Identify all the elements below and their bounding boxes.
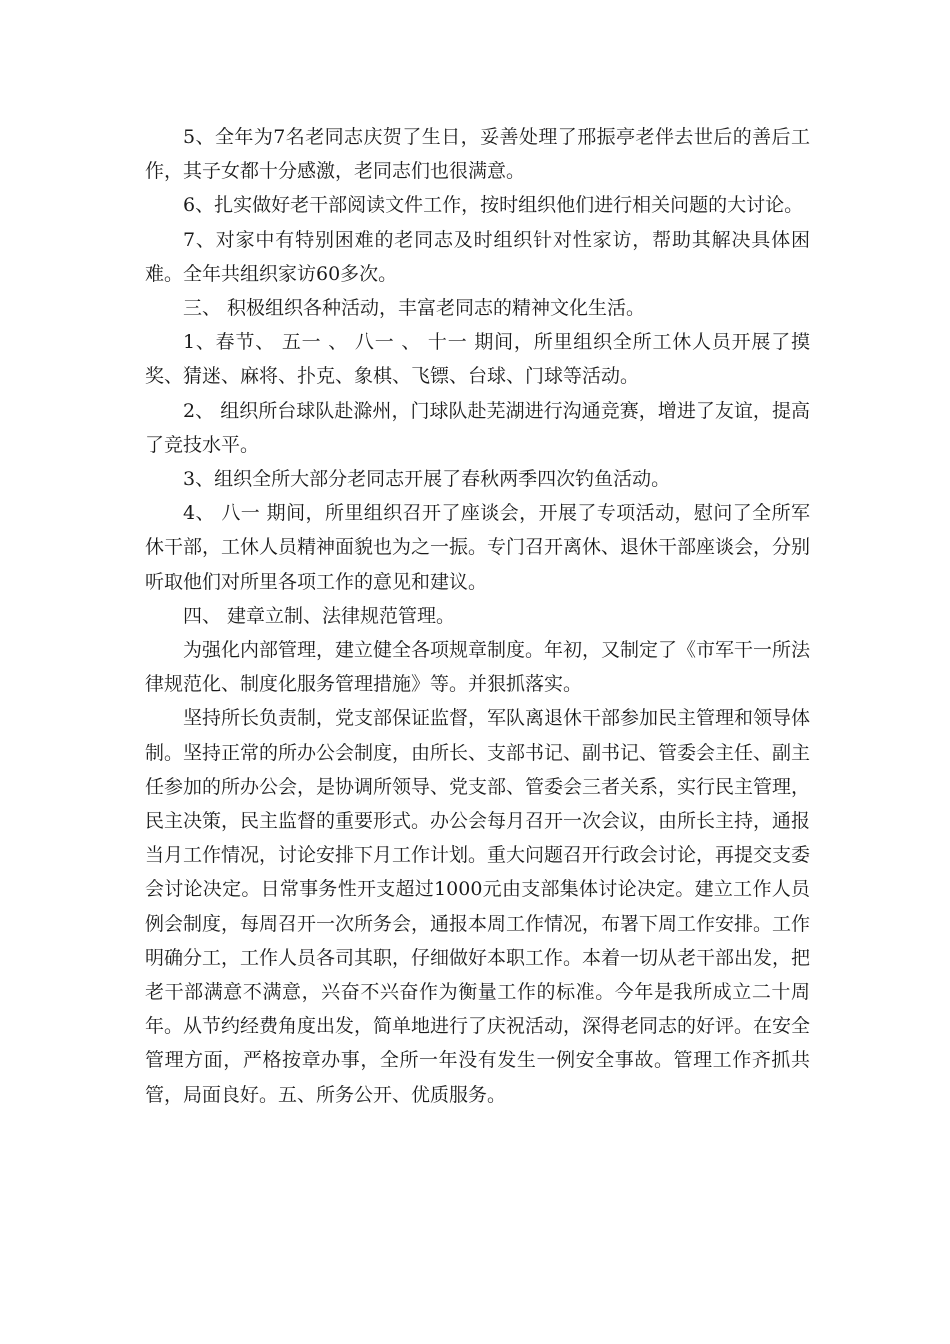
paragraph-home-visits: 7、对家中有特别困难的老同志及时组织针对性家访，帮助其解决具体困难。全年共组织家访60多次。 <box>145 228 810 285</box>
paragraph-august-first: 4、 八一 期间，所里组织召开了座谈会，开展了专项活动，慰问了全所军休干部，工休人员精神面貌也为之一振。专门召开离休、退休干部座谈会，分别听取他们对所里各项工作的意见和建议。 <box>145 502 811 593</box>
paragraph-birthday-care: 5、全年为7名老同志庆贺了生日，妥善处理了邢振亭老伴去世后的善后工作，其子女都十分感激，老同志们也很满意。 <box>145 126 810 183</box>
section-heading-regulations: 四、 建章立制、法律规范管理。 <box>183 604 456 627</box>
paragraph-competitions: 2、 组织所台球队赴滁州，门球队赴芜湖进行沟通竞赛，增进了友谊，提高了竞技水平。 <box>145 399 810 456</box>
paragraph-holiday-activities: 1、春节、 五一 、 八一 、 十一 期间，所里组织全所工休人员开展了摸奖、猜迷、麻将、扑克、象棋、飞镖、台球、门球等活动。 <box>145 331 810 388</box>
paragraph-reading-documents: 6、扎实做好老干部阅读文件工作，按时组织他们进行相关问题的大讨论。 <box>183 194 804 217</box>
document-body <box>145 120 810 1112</box>
paragraph-director-responsibility: 坚持所长负责制，党支部保证监督，军队离退休干部参加民主管理和领导体制。坚持正常的所办公会制度，由所长、支部书记、副书记、管委会主任、副主任参加的所办公会，是协调所领导、党支部、管委会三者关系，实行民主管理，民主决策，民主监督的重要形式。办公会每月召开一次会议，由所长主持，通报当月工作情况，讨论安排下月工作计划。重大问题召开行政会讨论，再提交支委会讨论决定。日常事务性开支超过1000元由支部集体讨论决定。建立工作人员例会制度，每周召开一次所务会，通报本周工作情况，布署下周工作安排。工作明确分工，工作人员各司其职，仔细做好本职工作。本着一切从老干部出发，把老干部满意不满意，兴奋不兴奋作为衡量工作的标准。今年是我所成立二十周年。从节约经费角度出发，简单地进行了庆祝活动，深得老同志的好评。在安全管理方面，严格按章办事，全所一年没有发生一例安全事故。管理工作齐抓共管，局面良好。五、所务公开、优质服务。 <box>145 707 811 1106</box>
paragraph-fishing: 3、组织全所大部分老同志开展了春秋两季四次钓鱼活动。 <box>183 468 671 491</box>
paragraph-internal-management: 为强化内部管理，建立健全各项规章制度。年初，又制定了《市军干一所法律规范化、制度化服务管理措施》等。并狠抓落实。 <box>145 639 811 696</box>
section-heading-activities: 三、 积极组织各种活动，丰富老同志的精神文化生活。 <box>183 297 646 320</box>
